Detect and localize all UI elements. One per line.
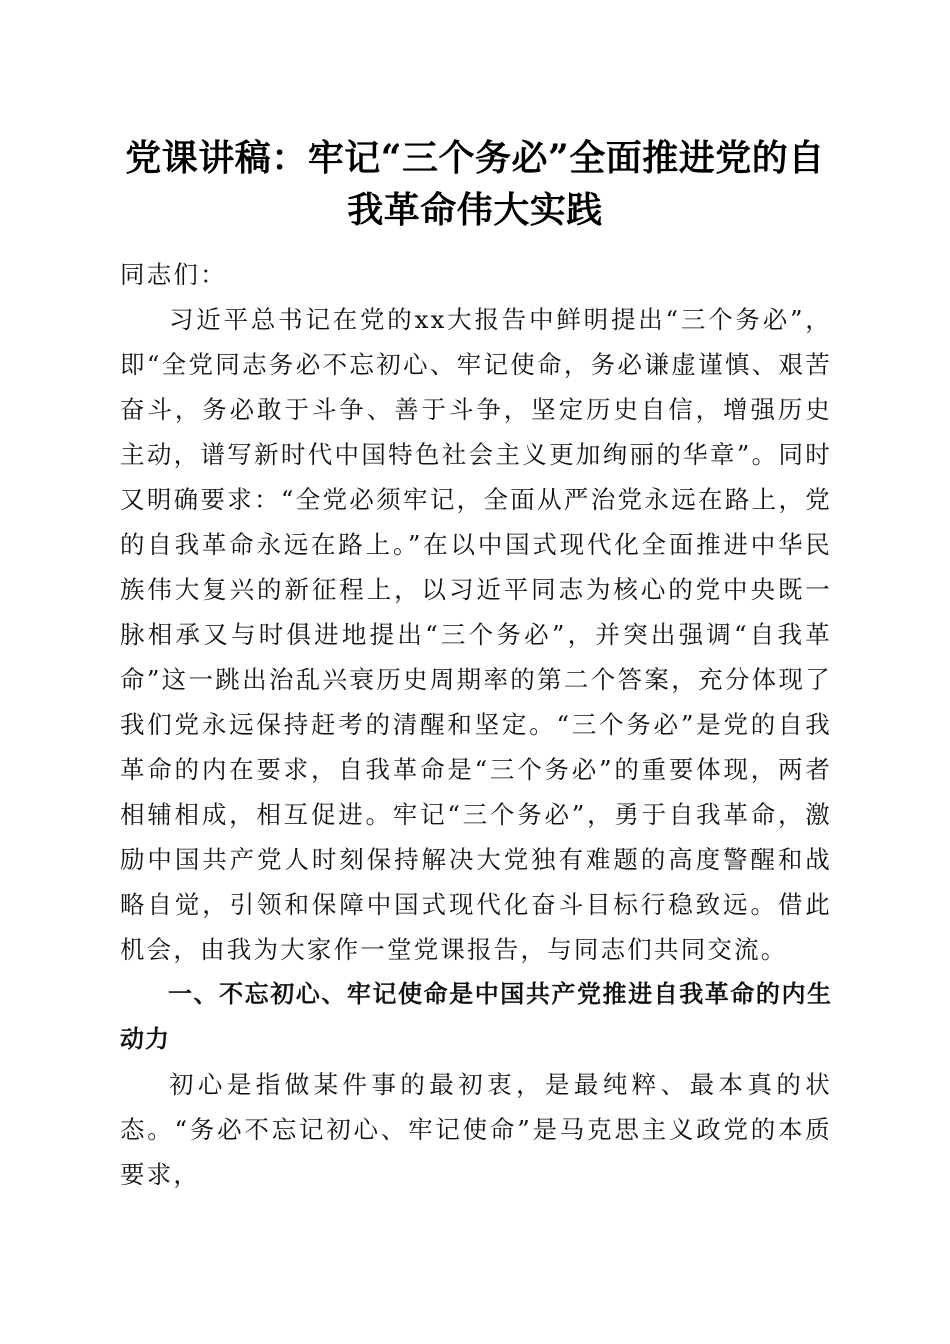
intro-paragraph: 习近平总书记在党的xx大报告中鲜明提出“三个务必”，即“全党同志务必不忘初心、牢记使命，务必谦虚谨慎、艰苦奋斗，务必敢于斗争、善于斗争，坚定历史自信，增强历史主动，谱写新时代中国特色社会主义更加绚丽的华章”。同时又明确要求：“全党必须牢记，全面从严治党永远在路上，党的自我革命永远在路上。”在以中国式现代化全面推进中华民族伟大复兴的新征程上，以习近平同志为核心的党中央既一脉相承又与时俱进地提出“三个务必”，并突出强调“自我革命”这一跳出治乱兴衰历史周期率的第二个答案，充分体现了我们党永远保持赶考的清醒和坚定。“三个务必”是党的自我革命的内在要求，自我革命是“三个务必”的重要体现，两者相辅相成，相互促进。牢记“三个务必”，勇于自我革命，激励中国共产党人时刻保持解决大党独有难题的高度警醒和战略自觉，引领和保障中国式现代化奋斗目标行稳致远。借此机会，由我为大家作一堂党课报告，与同志们共同交流。 <box>120 305 832 964</box>
section-1-paragraph: 初心是指做某件事的最初衷，是最纯粹、最本真的状态。“务必不忘记初心、牢记使命”是马克思主义政党的本质要求， <box>120 1070 832 1189</box>
salutation: 同志们： <box>120 260 227 289</box>
document-title: 党课讲稿：牢记“三个务必”全面推进党的自我革命伟大实践 <box>125 137 825 231</box>
document-body <box>120 252 832 1197</box>
section-heading-1: 一、不忘初心、牢记使命是中国共产党推进自我革命的内生动力 <box>120 980 832 1053</box>
